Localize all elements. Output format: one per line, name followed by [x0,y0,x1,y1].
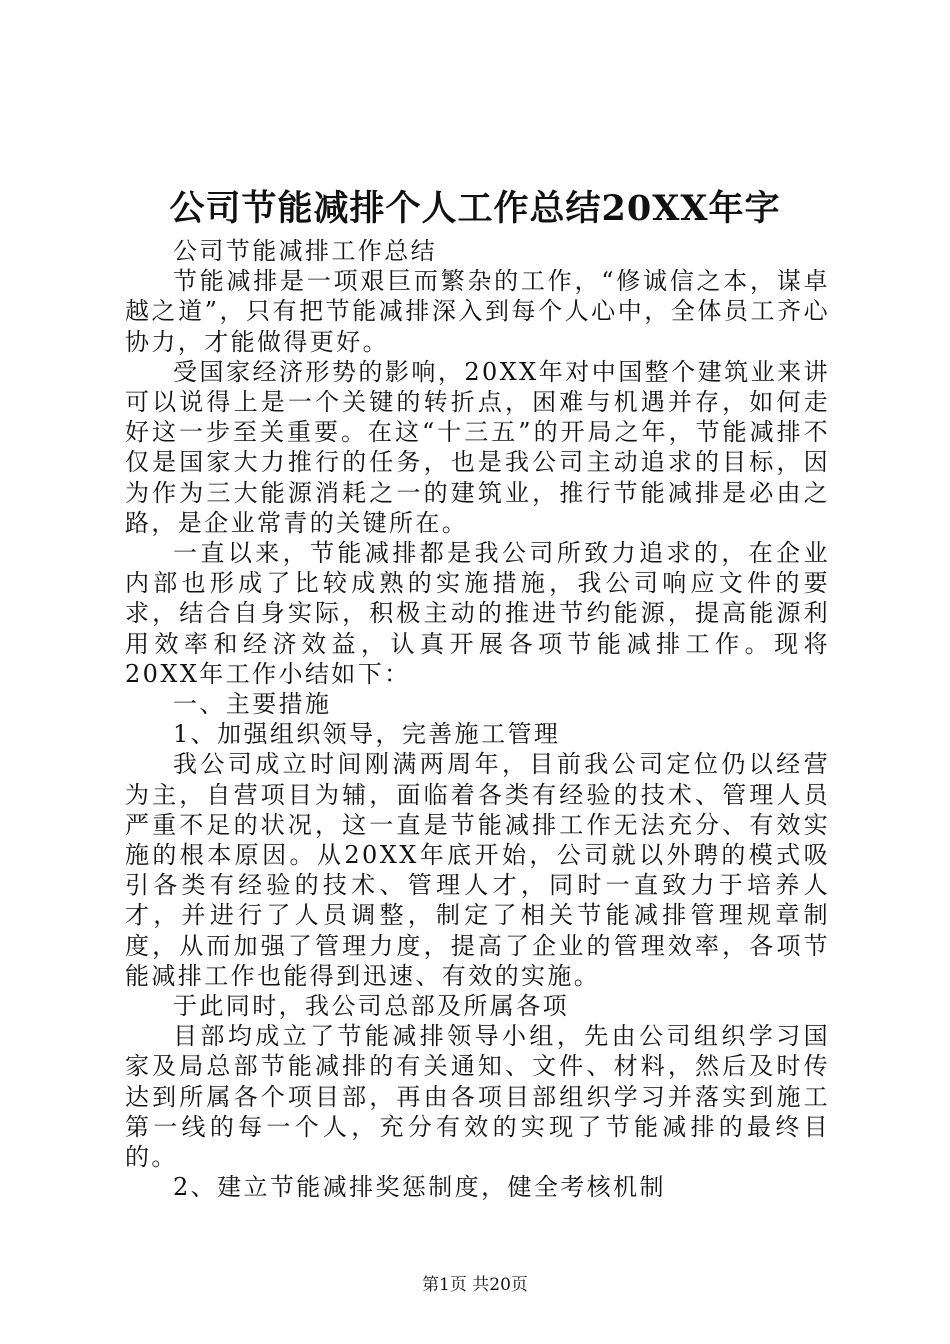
paragraph: 受国家经济形势的影响，20XX年对中国整个建筑业来讲可以说得上是一个关键的转折点，困难与机遇并存，如何走好这一步至关重要。在这“十三五”的开局之年，节能减排不仅是国家大力推行的任务，也是我公司主动追求的目标，因为作为三大能源消耗之一的建筑业，推行节能减排是必由之路，是企业常青的关键所在。 [125,357,830,537]
paragraph: 节能减排是一项艰巨而繁杂的工作，“修诚信之本，谋卓越之道”，只有把节能减排深入到每个人心中，全体员工齐心协力，才能做得更好。 [125,267,830,356]
document-title: 公司节能减排个人工作总结20XX年字 [169,188,781,229]
paragraph: 我公司成立时间刚满两周年，目前我公司定位仍以经营为主，自营项目为辅，面临着各类有经验的技术、管理人员严重不足的状况，这一直是节能减排工作无法充分、有效实施的根本原因。从20XX年底开始，公司就以外聘的模式吸引各类有经验的技术、管理人才，同时一直致力于培养人才，并进行了人员调整，制定了相关节能减排管理规章制度，从而加强了管理力度，提高了企业的管理效率，各项节能减排工作也能得到迅速、有效的实施。 [125,750,830,990]
document-body [125,236,830,1203]
section-heading: 一、主要措施 [173,690,332,719]
paragraph: 目部均成立了节能减排领导小组，先由公司组织学习国家及局总部节能减排的有关通知、文件、材料，然后及时传达到所属各个项目部，再由各项目部组织学习并落实到施工第一线的每一个人，充分有效的实现了节能减排的最终目的。 [125,1022,830,1172]
paragraph: 于此同时，我公司总部及所属各项 [173,992,569,1021]
paragraph: 一直以来，节能减排都是我公司所致力追求的，在企业内部也形成了比较成熟的实施措施，我公司响应文件的要求，结合自身实际，积极主动的推进节约能源，提高能源利用效率和经济效益，认真开展各项节能减排工作。现将20XX年工作小结如下： [125,539,830,688]
page-footer: 第1页 共20页 [422,1275,528,1295]
subsection-heading: 1、加强组织领导，完善施工管理 [173,720,561,749]
paragraph-subtitle: 公司节能减排工作总结 [173,237,437,265]
subsection-heading: 2、建立节能减排奖惩制度，健全考核机制 [173,1173,666,1202]
